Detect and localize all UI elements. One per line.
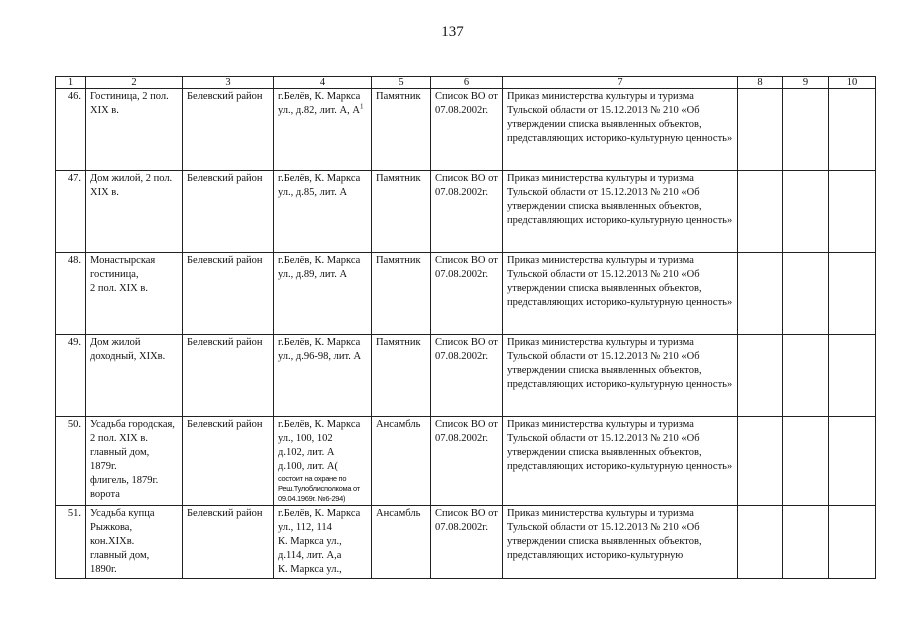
address-cell: г.Белёв, К. Маркса ул., д.96-98, лит. А — [274, 335, 372, 417]
list-cell: Список ВО от 07.08.2002г. — [431, 506, 503, 579]
object-name-cell: Дом жилой доходный, XIXв. — [86, 335, 183, 417]
row-number: 50. — [56, 417, 86, 506]
table-row — [56, 335, 876, 417]
column-10-cell — [829, 417, 876, 506]
address-cell: г.Белёв, К. Маркса ул., д.89, лит. А — [274, 253, 372, 335]
column-10-cell — [829, 89, 876, 171]
column-9-cell — [783, 335, 829, 417]
object-type-cell: Памятник — [372, 335, 431, 417]
object-type-cell: Ансамбль — [372, 417, 431, 506]
object-name-cell: Дом жилой, 2 пол. XIX в. — [86, 171, 183, 253]
row-number: 48. — [56, 253, 86, 335]
order-cell: Приказ министерства культуры и туризма Тульской области от 15.12.2013 № 210 «Об утверждении списка выявленных объектов, представляющих историко-культурную ценность» — [503, 335, 738, 417]
list-cell: Список ВО от 07.08.2002г. — [431, 253, 503, 335]
column-8-cell — [738, 417, 783, 506]
column-9-cell — [783, 417, 829, 506]
column-header: 4 — [274, 77, 372, 89]
column-header: 2 — [86, 77, 183, 89]
object-name-cell: Монастырская гостиница, 2 пол. XIX в. — [86, 253, 183, 335]
row-number: 51. — [56, 506, 86, 579]
list-cell: Список ВО от 07.08.2002г. — [431, 417, 503, 506]
table-row — [56, 171, 876, 253]
column-10-cell — [829, 253, 876, 335]
table-row — [56, 506, 876, 579]
address-superscript: 1 — [359, 102, 364, 111]
heritage-registry-table — [55, 76, 876, 579]
order-cell: Приказ министерства культуры и туризма Тульской области от 15.12.2013 № 210 «Об утверждении списка выявленных объектов, представляющих историко-культурную ценность» — [503, 253, 738, 335]
column-9-cell — [783, 253, 829, 335]
column-header: 6 — [431, 77, 503, 89]
column-number-row — [56, 77, 876, 89]
column-header: 5 — [372, 77, 431, 89]
column-10-cell — [829, 506, 876, 579]
column-8-cell — [738, 335, 783, 417]
address-cell: г.Белёв, К. Маркса ул., 100, 102 д.102, лит. А д.100, лит. А( состоит на охране по Реш.Тулоблисполкома от 09.04.1969г. №6-294) — [274, 417, 372, 506]
table-row — [56, 253, 876, 335]
column-10-cell — [829, 171, 876, 253]
object-type-cell: Памятник — [372, 171, 431, 253]
column-9-cell — [783, 506, 829, 579]
row-number: 47. — [56, 171, 86, 253]
list-cell: Список ВО от 07.08.2002г. — [431, 171, 503, 253]
page-number: 137 — [441, 24, 464, 40]
column-header: 3 — [183, 77, 274, 89]
object-type-cell: Памятник — [372, 89, 431, 171]
column-8-cell — [738, 89, 783, 171]
district-cell: Белевский район — [183, 253, 274, 335]
column-9-cell — [783, 171, 829, 253]
address-cell: г.Белёв, К. Маркса ул., д.85, лит. А — [274, 171, 372, 253]
object-name-cell: Усадьба купца Рыжкова, кон.XIXв. главный дом, 1890г. — [86, 506, 183, 579]
district-cell: Белевский район — [183, 417, 274, 506]
row-number: 49. — [56, 335, 86, 417]
order-cell: Приказ министерства культуры и туризма Тульской области от 15.12.2013 № 210 «Об утверждении списка выявленных объектов, представляющих историко-культурную — [503, 506, 738, 579]
address-cell: г.Белёв, К. Маркса ул., 112, 114 К. Маркса ул., д.114, лит. А,а К. Маркса ул., — [274, 506, 372, 579]
column-9-cell — [783, 89, 829, 171]
address-cell: г.Белёв, К. Маркса ул., д.82, лит. А, $А^1$ — [274, 89, 372, 171]
column-header: 7 — [503, 77, 738, 89]
object-name-cell: Усадьба городская, 2 пол. XIX в. главный дом, 1879г. флигель, 1879г. ворота — [86, 417, 183, 506]
address-note: состоит на охране по Реш.Тулоблисполкома от 09.04.1969г. №6-294) — [278, 474, 360, 503]
district-cell: Белевский район — [183, 171, 274, 253]
column-header: 10 — [829, 77, 876, 89]
district-cell: Белевский район — [183, 89, 274, 171]
district-cell: Белевский район — [183, 506, 274, 579]
column-header: 8 — [738, 77, 783, 89]
table-row — [56, 89, 876, 171]
column-header: 9 — [783, 77, 829, 89]
order-cell: Приказ министерства культуры и туризма Тульской области от 15.12.2013 № 210 «Об утверждении списка выявленных объектов, представляющих историко-культурную ценность» — [503, 89, 738, 171]
district-cell: Белевский район — [183, 335, 274, 417]
column-8-cell — [738, 506, 783, 579]
column-8-cell — [738, 171, 783, 253]
column-8-cell — [738, 253, 783, 335]
column-10-cell — [829, 335, 876, 417]
object-name-cell: Гостиница, 2 пол. XIX в. — [86, 89, 183, 171]
object-type-cell: Ансамбль — [372, 506, 431, 579]
table-row — [56, 417, 876, 506]
list-cell: Список ВО от 07.08.2002г. — [431, 89, 503, 171]
row-number: 46. — [56, 89, 86, 171]
order-cell: Приказ министерства культуры и туризма Тульской области от 15.12.2013 № 210 «Об утверждении списка выявленных объектов, представляющих историко-культурную ценность» — [503, 417, 738, 506]
list-cell: Список ВО от 07.08.2002г. — [431, 335, 503, 417]
column-header: 1 — [56, 77, 86, 89]
object-type-cell: Памятник — [372, 253, 431, 335]
order-cell: Приказ министерства культуры и туризма Тульской области от 15.12.2013 № 210 «Об утверждении списка выявленных объектов, представляющих историко-культурную ценность» — [503, 171, 738, 253]
